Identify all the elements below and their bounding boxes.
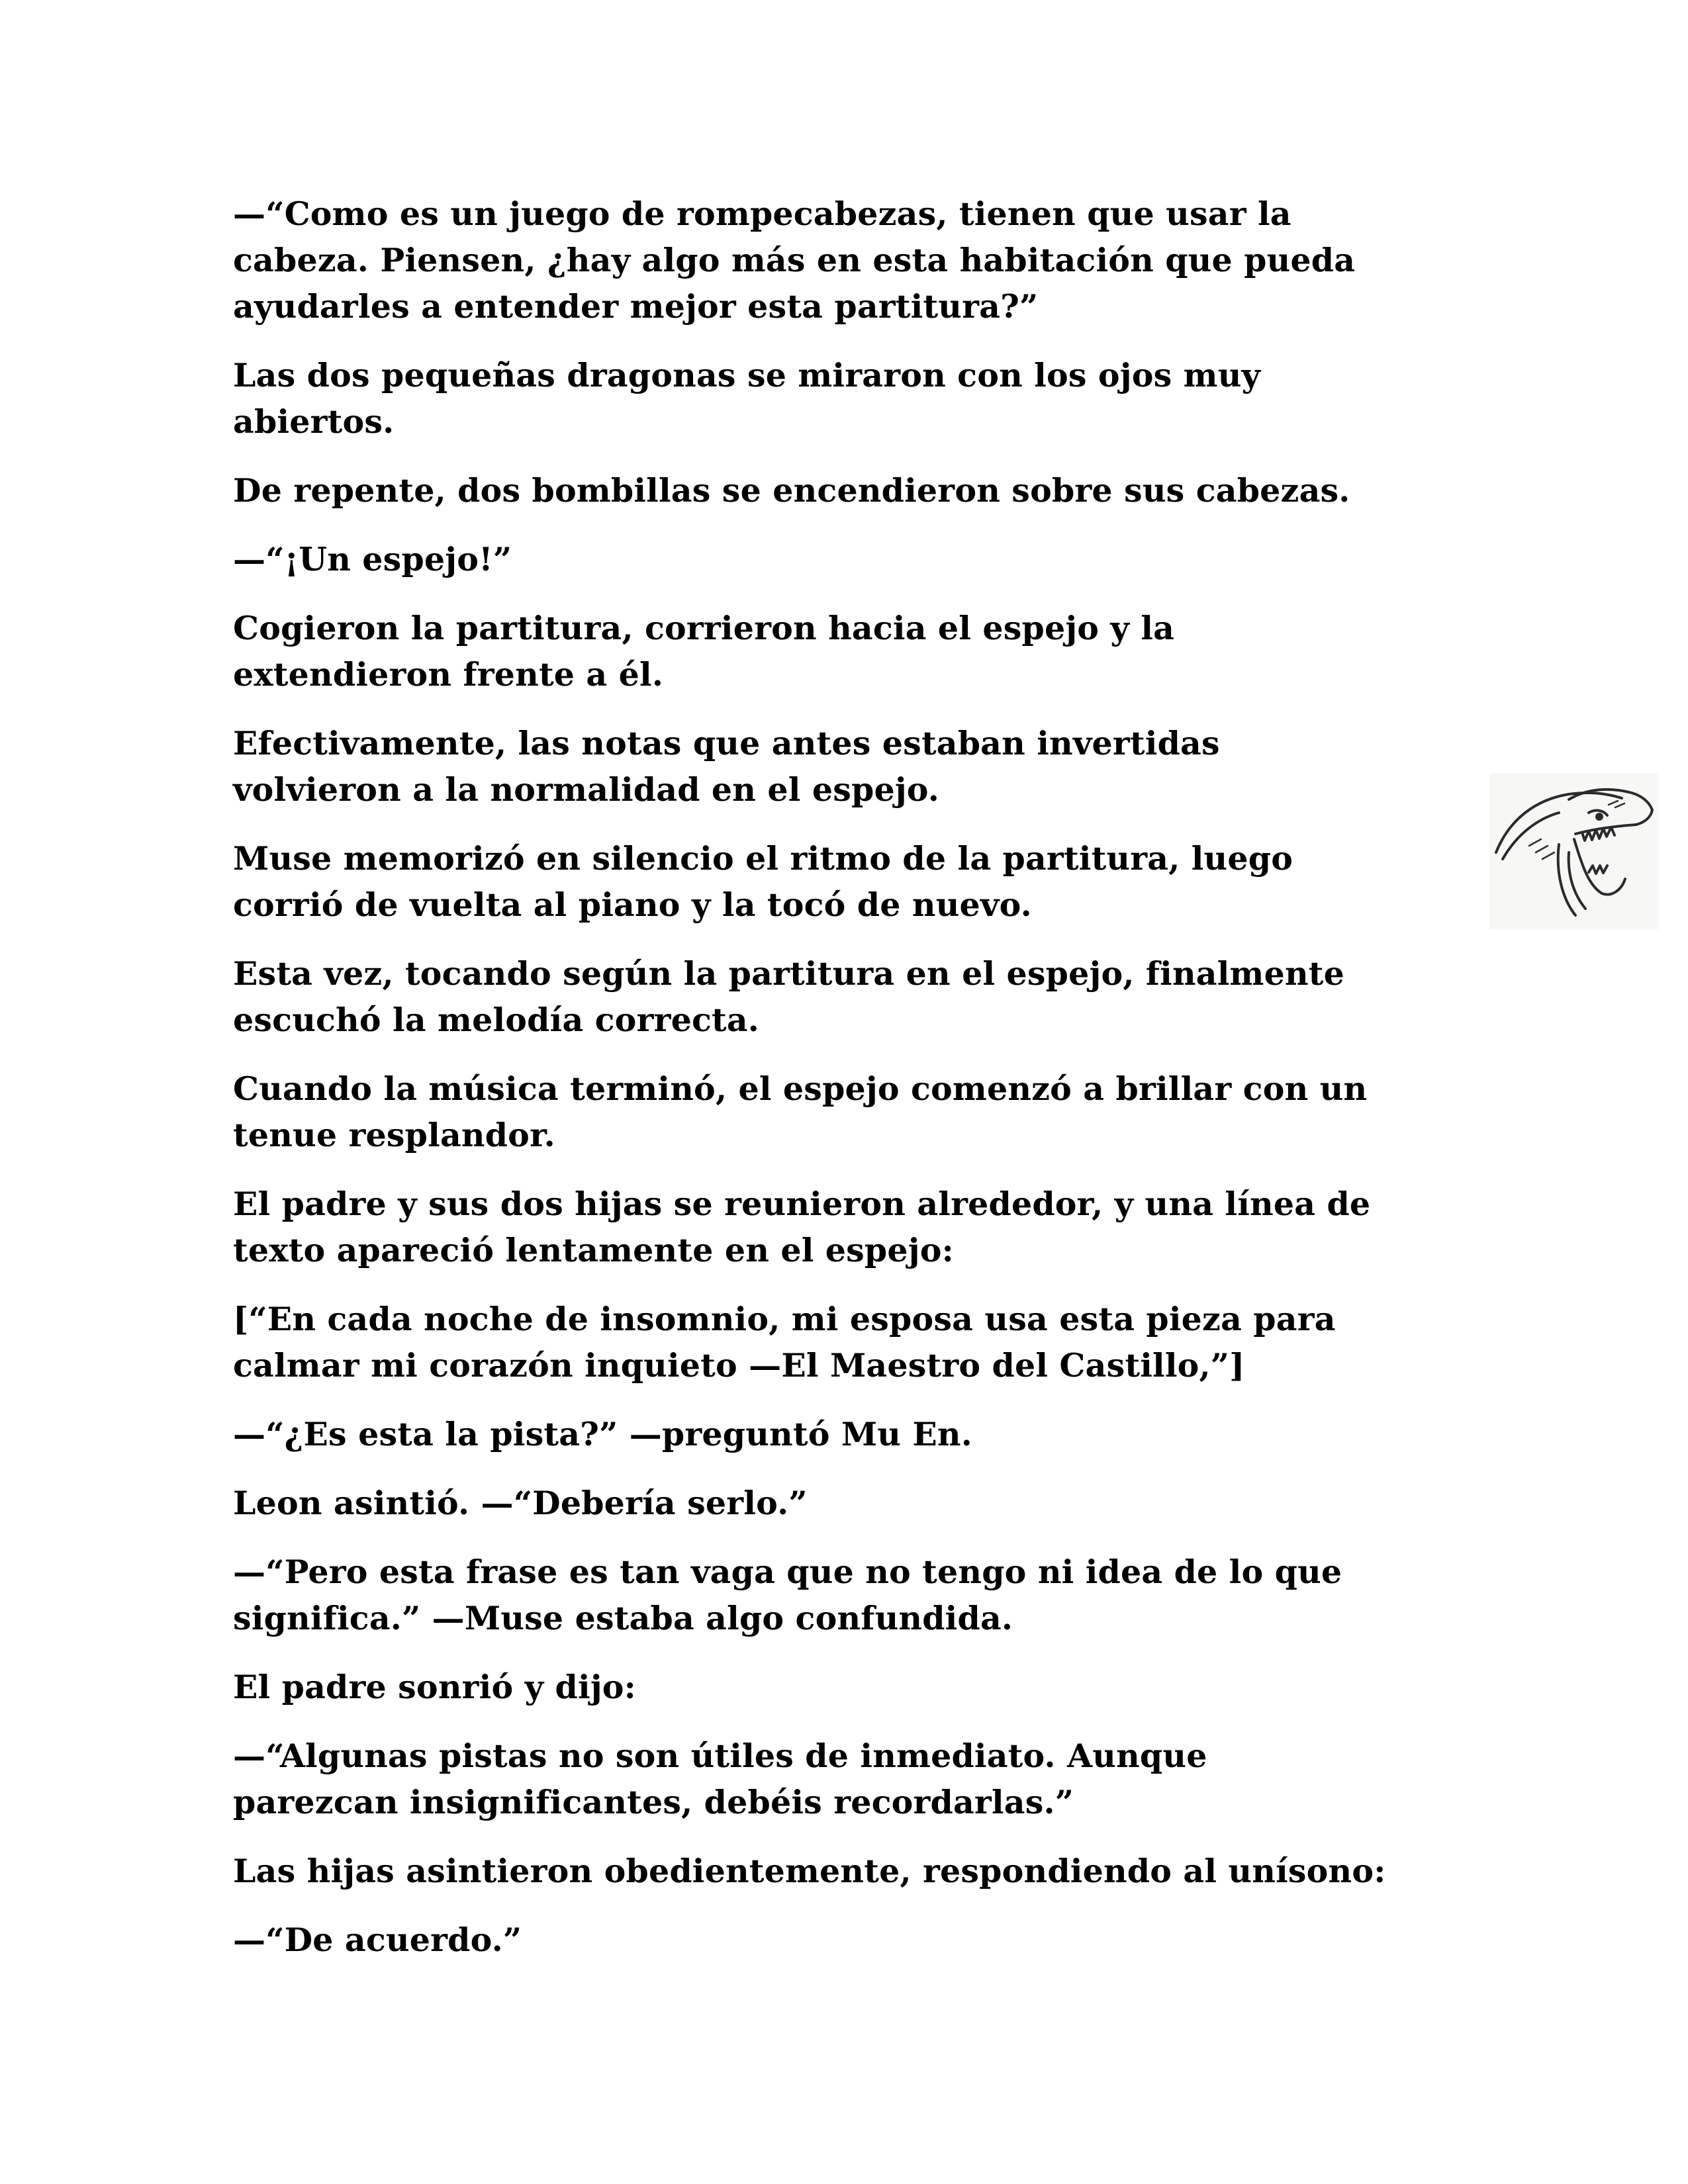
paragraph: —“De acuerdo.” [233, 1921, 522, 1959]
dinosaur-head-sketch-icon [1489, 773, 1659, 929]
paragraph: Efectivamente, las notas que antes estaban invertidas volvieron a la normalidad en el espejo. [233, 724, 1220, 809]
paragraph: —“Algunas pistas no son útiles de inmediato. Aunque parezcan insignificantes, debéis recordarlas.” [233, 1737, 1207, 1821]
paragraph: —“¡Un espejo!” [233, 540, 512, 578]
paragraph: Cogieron la partitura, corrieron hacia el espejo y la extendieron frente a él. [233, 609, 1175, 694]
paragraph: —“Pero esta frase es tan vaga que no tengo ni idea de lo que significa.” —Muse estaba algo confundida. [233, 1553, 1342, 1637]
paragraph: [“En cada noche de insomnio, mi esposa usa esta pieza para calmar mi corazón inquieto —El Maestro del Castillo,”] [233, 1300, 1336, 1385]
paragraph: —“Como es un juego de rompecabezas, tienen que usar la cabeza. Piensen, ¿hay algo más en esta habitación que pueda ayudarles a entender mejor esta partitura?” [233, 195, 1356, 326]
paragraph: —“¿Es esta la pista?” —preguntó Mu En. [233, 1415, 973, 1453]
paragraph: Cuando la música terminó, el espejo comenzó a brillar con un tenue resplandor. [233, 1069, 1368, 1154]
paragraph: Las dos pequeñas dragonas se miraron con los ojos muy abiertos. [233, 356, 1261, 441]
paragraph: Esta vez, tocando según la partitura en el espejo, finalmente escuchó la melodía correcta. [233, 954, 1344, 1039]
paragraph: Las hijas asintieron obedientemente, respondiendo al unísono: [233, 1852, 1386, 1890]
paragraph: De repente, dos bombillas se encendieron sobre sus cabezas. [233, 471, 1350, 510]
paragraph: El padre y sus dos hijas se reunieron alrededor, y una línea de texto apareció lentamente en el espejo: [233, 1185, 1371, 1269]
paragraph: El padre sonrió y dijo: [233, 1668, 636, 1706]
story-text [233, 191, 1491, 1985]
paragraph: Muse memorizó en silencio el ritmo de la partitura, luego corrió de vuelta al piano y la tocó de nuevo. [233, 839, 1293, 924]
paragraph: Leon asintió. —“Debería serlo.” [233, 1484, 808, 1522]
